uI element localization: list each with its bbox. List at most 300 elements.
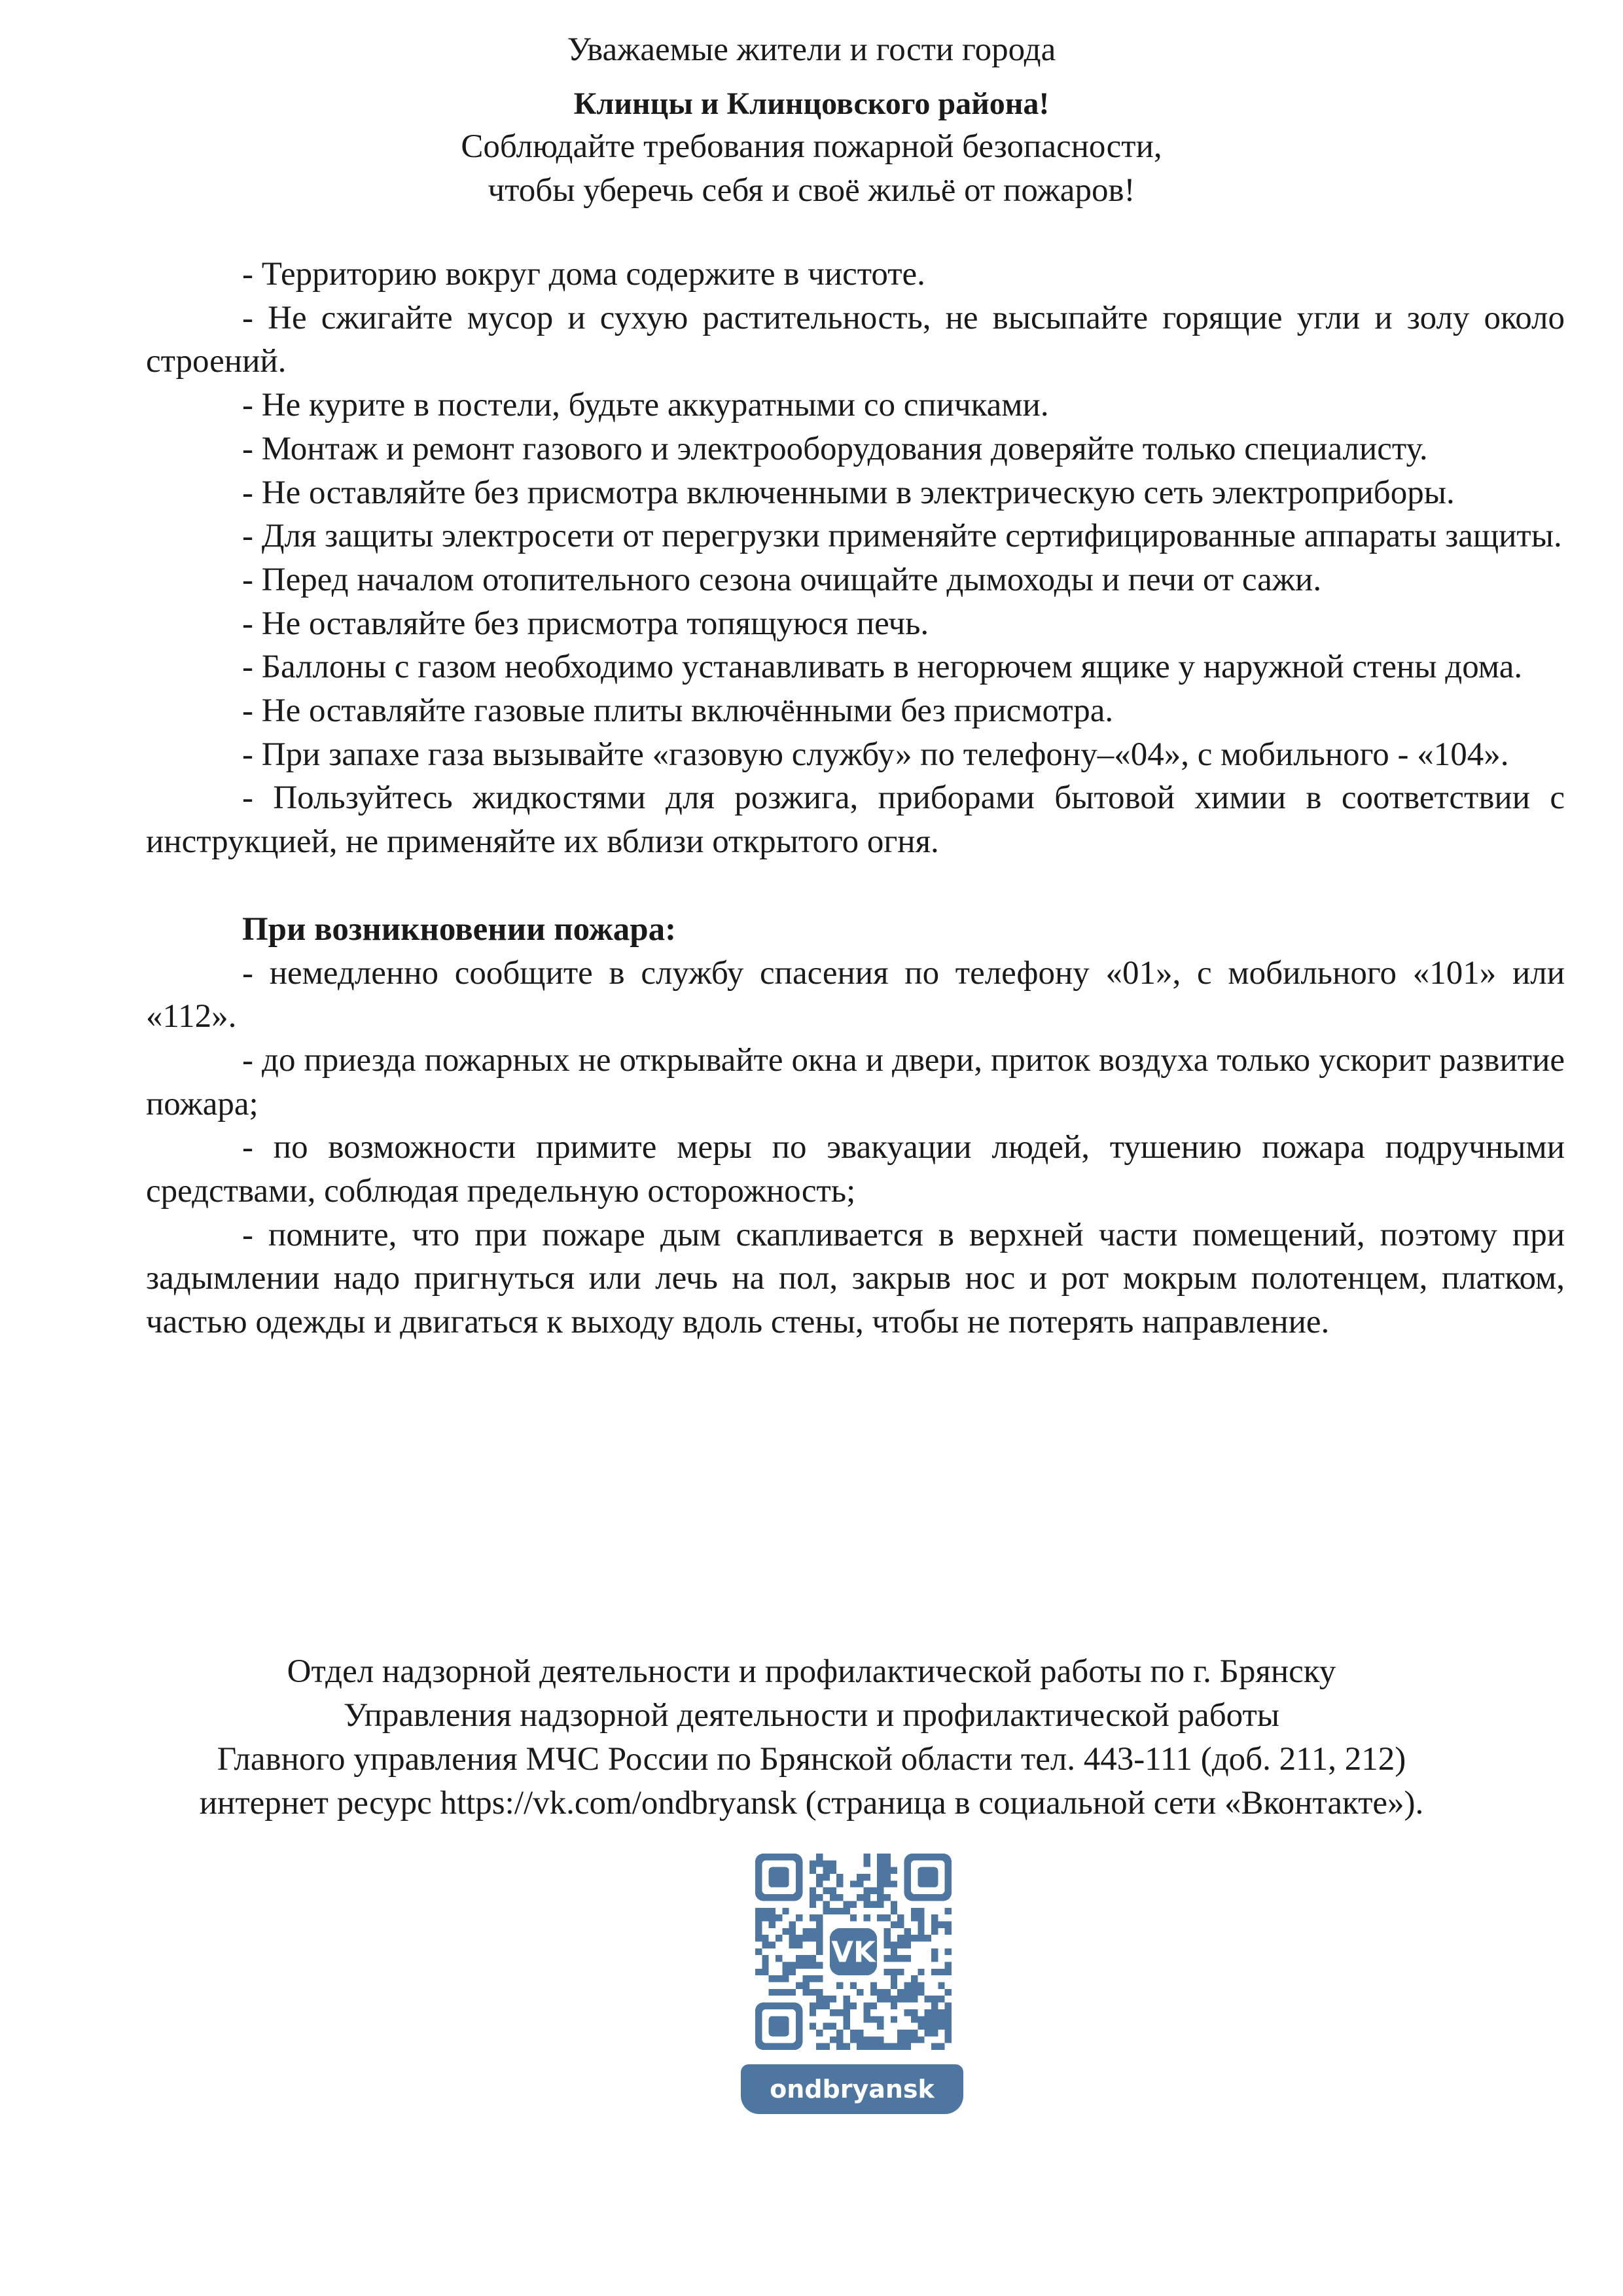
body-text (146, 253, 1565, 1344)
qr-module (816, 1894, 823, 1901)
qr-label: ondbryansk (741, 2064, 963, 2114)
qr-module (816, 1914, 823, 1921)
qr-module (918, 1928, 924, 1935)
qr-module (796, 1914, 802, 1921)
qr-module (897, 1921, 904, 1928)
qr-module (891, 1969, 897, 1975)
qr-module (762, 1941, 768, 1948)
qr-module (816, 1880, 823, 1887)
qr-module (945, 1921, 952, 1928)
qr-module (823, 2023, 829, 2030)
qr-module (884, 1955, 891, 1962)
fire-item: - немедленно сообщите в службу спасения по телефону «01», с мобильного «101» или «112». (146, 954, 1565, 1035)
qr-module (762, 1969, 768, 1975)
qr-module (816, 1854, 823, 1860)
qr-module (789, 1921, 796, 1928)
qr-module (836, 1908, 843, 1914)
qr-module (911, 2009, 918, 2016)
qr-module (877, 2036, 883, 2043)
qr-module (884, 1996, 891, 2002)
vk-qr-code-icon (755, 1854, 952, 2050)
qr-module (816, 1935, 823, 1941)
qr-module (864, 1860, 870, 1867)
qr-module (864, 1914, 870, 1921)
qr-module (823, 2003, 829, 2009)
qr-module (864, 1901, 870, 1907)
qr-module (938, 1969, 944, 1975)
qr-module (755, 1914, 762, 1921)
qr-module (945, 1962, 952, 1969)
qr-module (836, 1894, 843, 1901)
qr-module (884, 1860, 891, 1867)
qr-module (810, 1928, 816, 1935)
rule-item: - При запахе газа вызывайте «газовую службу» по телефону–«04», с мобильного - «104». (242, 736, 1509, 773)
qr-module (931, 1969, 938, 1975)
qr-module (891, 2043, 897, 2050)
qr-module (755, 1908, 762, 1914)
qr-module (925, 1935, 931, 1941)
qr-module (891, 1982, 897, 1989)
qr-module (904, 1996, 911, 2002)
qr-module (843, 2023, 849, 2030)
qr-module (816, 1948, 823, 1955)
qr-module (904, 1982, 911, 1989)
qr-module (877, 1914, 883, 1921)
qr-module (891, 1901, 897, 1907)
qr-module (891, 1941, 897, 1948)
qr-module (911, 1914, 918, 1921)
qr-module (918, 1921, 924, 1928)
qr-module (823, 2043, 829, 2050)
qr-module (918, 2036, 924, 2043)
qr-module (918, 1935, 924, 1941)
qr-module (762, 1908, 768, 1914)
qr-module (931, 2043, 938, 2050)
qr-module (945, 1948, 952, 1955)
qr-module (836, 1982, 843, 1989)
qr-module (945, 2003, 952, 2009)
greeting-line: Уважаемые жители и гости города (567, 31, 1056, 68)
qr-module (870, 1901, 877, 1907)
qr-module (938, 2009, 944, 2016)
qr-module (891, 1996, 897, 2002)
qr-module (904, 2043, 911, 2050)
fire-heading: При возникновении пожара: (242, 910, 677, 948)
qr-module (918, 2016, 924, 2022)
rule-item: - Пользуйтесь жидкостями для розжига, приборами бытовой химии в соответствии с инструкцией, не применяйте их вблизи открытого огня. (146, 780, 1565, 861)
qr-module (857, 1880, 863, 1887)
qr-module (884, 1969, 891, 1975)
qr-module (945, 1908, 952, 1914)
qr-module (911, 1908, 918, 1914)
qr-module (843, 2016, 849, 2022)
qr-module (870, 2036, 877, 2043)
footer-ministry: Главного управления МЧС России по Брянской области тел. 443-111 (доб. 211, 212) (217, 1741, 1406, 1778)
qr-module (836, 2043, 843, 2050)
qr-module (816, 2043, 823, 2050)
qr-module (830, 1860, 836, 1867)
qr-module (776, 1955, 782, 1962)
qr-module (870, 1982, 877, 1989)
qr-module (796, 1935, 802, 1941)
qr-module (789, 1962, 796, 1969)
qr-module (816, 1962, 823, 1969)
qr-module (884, 1941, 891, 1948)
rule-item: - Монтаж и ремонт газового и электрооборудования доверяйте только специалисту. (242, 430, 1428, 467)
qr-module (796, 1941, 802, 1948)
qr-block (741, 1854, 963, 2114)
qr-module (769, 1989, 776, 1996)
qr-module (931, 1928, 938, 1935)
qr-module (911, 1982, 918, 1989)
qr-module (830, 1908, 836, 1914)
qr-module (931, 1996, 938, 2002)
appeal-line-1: Соблюдайте требования пожарной безопасности, (461, 128, 1162, 165)
qr-module (776, 1914, 782, 1921)
qr-module (769, 1921, 776, 1928)
qr-module (823, 1908, 829, 1914)
qr-module (870, 2003, 877, 2009)
qr-module (938, 2023, 944, 2030)
footer-directorate: Управления надзорной деятельности и профилактической работы (343, 1697, 1280, 1734)
qr-module (931, 1921, 938, 1928)
qr-module (891, 1948, 897, 1955)
qr-module (816, 1921, 823, 1928)
qr-module (864, 2016, 870, 2022)
rule-item: - Не оставляйте без присмотра топящуюся печь. (242, 605, 929, 642)
qr-module (931, 2016, 938, 2022)
qr-module (945, 2036, 952, 2043)
qr-module (810, 2003, 816, 2009)
qr-module (810, 1989, 816, 1996)
qr-module (857, 2030, 863, 2036)
qr-module (904, 1989, 911, 1996)
qr-module (843, 1996, 849, 2002)
qr-module (891, 1955, 897, 1962)
qr-module (904, 1935, 911, 1941)
qr-module (884, 1914, 891, 1921)
qr-module (870, 1888, 877, 1894)
greeting-place: Клинцы и Клинцовского района! (573, 86, 1050, 121)
qr-module (823, 1901, 829, 1907)
qr-module (897, 1955, 904, 1962)
qr-module (802, 1982, 809, 1989)
qr-module (810, 1894, 816, 1901)
qr-module (931, 1955, 938, 1962)
qr-module (911, 2036, 918, 2043)
rule-item: - Перед началом отопительного сезона очищайте дымоходы и печи от сажи. (242, 561, 1322, 598)
qr-module (776, 1935, 782, 1941)
qr-module (762, 1935, 768, 1941)
qr-module (782, 1928, 789, 1935)
qr-module (823, 1888, 829, 1894)
qr-module (918, 1914, 924, 1921)
qr-module (945, 2016, 952, 2022)
qr-module (877, 1880, 883, 1887)
qr-module (850, 1982, 857, 1989)
qr-module (945, 1969, 952, 1975)
qr-module (769, 1941, 776, 1948)
qr-module (904, 2036, 911, 2043)
qr-module (864, 2003, 870, 2009)
footer (0, 1650, 1623, 1825)
appeal-line-2: чтобы уберечь себя и своё жильё от пожаров! (488, 172, 1135, 209)
qr-module (931, 2023, 938, 2030)
qr-module (836, 2030, 843, 2036)
qr-module (897, 1941, 904, 1948)
qr-module (877, 1901, 883, 1907)
qr-module (925, 2023, 931, 2030)
qr-module (864, 1888, 870, 1894)
qr-module (891, 1975, 897, 1982)
qr-module (884, 2043, 891, 2050)
fire-item: - помните, что при пожаре дым скапливается в верхней части помещений, поэтому при задымлении надо пригнуться или лечь на пол, закрыв нос и рот мокрым полотенцем, платком, частью одежды и двигаться к выходу вдоль стены, чтобы не потерять направление. (146, 1216, 1565, 1341)
qr-module (877, 1867, 883, 1874)
qr-module (830, 1867, 836, 1874)
qr-module (864, 1874, 870, 1880)
qr-module (904, 2030, 911, 2036)
qr-module (891, 1867, 897, 1874)
qr-module (843, 2009, 849, 2016)
rule-item: - Не оставляйте газовые плиты включёнными без присмотра. (242, 692, 1114, 730)
qr-module (911, 2016, 918, 2022)
qr-module (884, 1854, 891, 1860)
qr-module (911, 1996, 918, 2002)
qr-module (836, 2036, 843, 2043)
qr-module (891, 1880, 897, 1887)
qr-module (918, 1908, 924, 1914)
rule-item: - Не сжигайте мусор и сухую растительность, не высыпайте горящие угли и золу около строений. (146, 299, 1565, 380)
qr-module (810, 1935, 816, 1941)
qr-module (877, 2023, 883, 2030)
qr-module (816, 2030, 823, 2036)
qr-module (802, 1928, 809, 1935)
qr-module (850, 1914, 857, 1921)
qr-module (836, 2009, 843, 2016)
qr-module (810, 1914, 816, 1921)
qr-module (864, 2009, 870, 2016)
qr-module (938, 1982, 944, 1989)
qr-module (823, 1996, 829, 2002)
qr-module (755, 1935, 762, 1941)
qr-module (945, 2009, 952, 2016)
qr-module (931, 2030, 938, 2036)
qr-module (884, 1894, 891, 1901)
rule-item: - Территорию вокруг дома содержите в чистоте. (242, 256, 925, 293)
qr-module (830, 2023, 836, 2030)
qr-module (802, 1975, 809, 1982)
qr-module (810, 1867, 816, 1874)
qr-module (897, 1969, 904, 1975)
qr-module (789, 1935, 796, 1941)
qr-module (918, 2023, 924, 2030)
qr-module (870, 2043, 877, 2050)
qr-module (816, 1989, 823, 1996)
qr-module (938, 1996, 944, 2002)
footer-department: Отдел надзорной деятельности и профилактической работы по г. Брянску (287, 1653, 1336, 1690)
qr-module (870, 2016, 877, 2022)
qr-module (918, 1989, 924, 1996)
qr-module (911, 2030, 918, 2036)
qr-module (850, 2003, 857, 2009)
qr-module (884, 1989, 891, 1996)
qr-module (931, 2009, 938, 2016)
qr-module (802, 1962, 809, 1969)
qr-module (864, 1854, 870, 1860)
qr-module (911, 1989, 918, 1996)
qr-module (877, 1874, 883, 1880)
qr-module (789, 1989, 796, 1996)
rules-list (146, 253, 1565, 864)
qr-module (857, 2043, 863, 2050)
qr-module (925, 2030, 931, 2036)
qr-module (857, 1989, 863, 1996)
qr-module (836, 1880, 843, 1887)
qr-module (877, 1894, 883, 1901)
qr-module (796, 1962, 802, 1969)
qr-module (897, 1989, 904, 1996)
qr-module (830, 2036, 836, 2043)
qr-module (810, 1975, 816, 1982)
qr-module (911, 1975, 918, 1982)
qr-module (938, 2016, 944, 2022)
qr-module (802, 1935, 809, 1941)
qr-module (830, 1996, 836, 2002)
qr-module (823, 1860, 829, 1867)
vk-logo: VK (831, 1936, 876, 1969)
qr-module (918, 1982, 924, 1989)
qr-module (836, 1874, 843, 1880)
qr-module (897, 2036, 904, 2043)
qr-module (762, 1955, 768, 1962)
qr-module (789, 1969, 796, 1975)
qr-module (782, 1989, 789, 1996)
qr-module (877, 1989, 883, 1996)
qr-module (857, 1894, 863, 1901)
qr-module (782, 1975, 789, 1982)
qr-module (877, 1860, 883, 1867)
qr-module (931, 1914, 938, 1921)
qr-module (830, 1888, 836, 1894)
qr-module (877, 2043, 883, 2050)
qr-module (810, 1860, 816, 1867)
qr-module (816, 1941, 823, 1948)
qr-module (877, 2016, 883, 2022)
qr-module (850, 2030, 857, 2036)
qr-module (891, 2003, 897, 2009)
qr-module (823, 1867, 829, 1874)
qr-module (870, 1989, 877, 1996)
qr-module (755, 1969, 762, 1975)
qr-module (789, 1941, 796, 1948)
qr-module (816, 2003, 823, 2009)
qr-module (897, 1996, 904, 2002)
qr-module (864, 2043, 870, 2050)
qr-module (816, 1860, 823, 1867)
qr-module (925, 1996, 931, 2002)
qr-module (796, 1955, 802, 1962)
qr-module (911, 1935, 918, 1941)
qr-module (931, 2003, 938, 2009)
qr-module (843, 2043, 849, 2050)
qr-module (755, 1928, 762, 1935)
qr-module (931, 1948, 938, 1955)
qr-module (904, 1955, 911, 1962)
qr-module (769, 1975, 776, 1982)
qr-module (843, 1901, 849, 1907)
qr-module (891, 1921, 897, 1928)
qr-module (762, 1962, 768, 1969)
qr-module (776, 1989, 782, 1996)
qr-module (782, 1969, 789, 1975)
footer-internet: интернет ресурс https://vk.com/ondbryansk (страница в социальной сети «Вконтакте»). (199, 1785, 1424, 1821)
rule-item: - Баллоны с газом необходимо устанавливать в негорючем ящике у наружной стены дома. (242, 649, 1523, 686)
qr-module (843, 1908, 849, 1914)
qr-module (796, 1982, 802, 1989)
qr-module (810, 1888, 816, 1894)
qr-module (802, 1989, 809, 1996)
qr-module (897, 1935, 904, 1941)
fire-list (146, 952, 1565, 1344)
qr-module (850, 1880, 857, 1887)
qr-module (850, 2036, 857, 2043)
rule-item: - Для защиты электросети от перегрузки применяйте сертифицированные аппараты защиты. (242, 518, 1562, 555)
qr-module (810, 1901, 816, 1907)
qr-module (850, 1901, 857, 1907)
qr-module (938, 1921, 944, 1928)
qr-module (945, 1928, 952, 1935)
fire-item: - до приезда пожарных не открывайте окна и двери, приток воздуха только ускорит развитие пожара; (146, 1041, 1565, 1122)
qr-module (904, 1941, 911, 1948)
qr-module (897, 2030, 904, 2036)
qr-module (891, 2016, 897, 2022)
qr-module (810, 1962, 816, 1969)
qr-module (877, 1996, 883, 2002)
qr-module (810, 2009, 816, 2016)
qr-module (925, 2016, 931, 2022)
qr-module (782, 1908, 789, 1914)
qr-module (904, 1928, 911, 1935)
qr-module (877, 1854, 883, 1860)
qr-module (897, 1914, 904, 1921)
qr-module (945, 2030, 952, 2036)
fire-item: - по возможности примите меры по эвакуации людей, тушению пожара подручными средствами, соблюдая предельную осторожность; (146, 1129, 1565, 1210)
qr-module (857, 2036, 863, 2043)
qr-module (884, 1880, 891, 1887)
qr-module (897, 2043, 904, 2050)
qr-module (816, 1874, 823, 1880)
qr-module (769, 1908, 776, 1914)
qr-module (823, 1874, 829, 1880)
qr-module (918, 1969, 924, 1975)
qr-module (810, 2023, 816, 2030)
rule-item: - Не курите в постели, будьте аккуратными со спичками. (242, 387, 1049, 424)
qr-module (877, 1888, 883, 1894)
qr-module (884, 1928, 891, 1935)
qr-module (830, 1894, 836, 1901)
qr-module (938, 2043, 944, 2050)
qr-module (891, 1908, 897, 1914)
qr-module (884, 1867, 891, 1874)
qr-module (884, 1874, 891, 1880)
qr-module (864, 1894, 870, 1901)
qr-module (945, 1989, 952, 1996)
qr-module (755, 1948, 762, 1955)
rule-item: - Не оставляйте без присмотра включенными в электрическую сеть электроприборы. (242, 474, 1455, 511)
qr-module (816, 1975, 823, 1982)
qr-module (802, 1955, 809, 1962)
qr-module (830, 2009, 836, 2016)
